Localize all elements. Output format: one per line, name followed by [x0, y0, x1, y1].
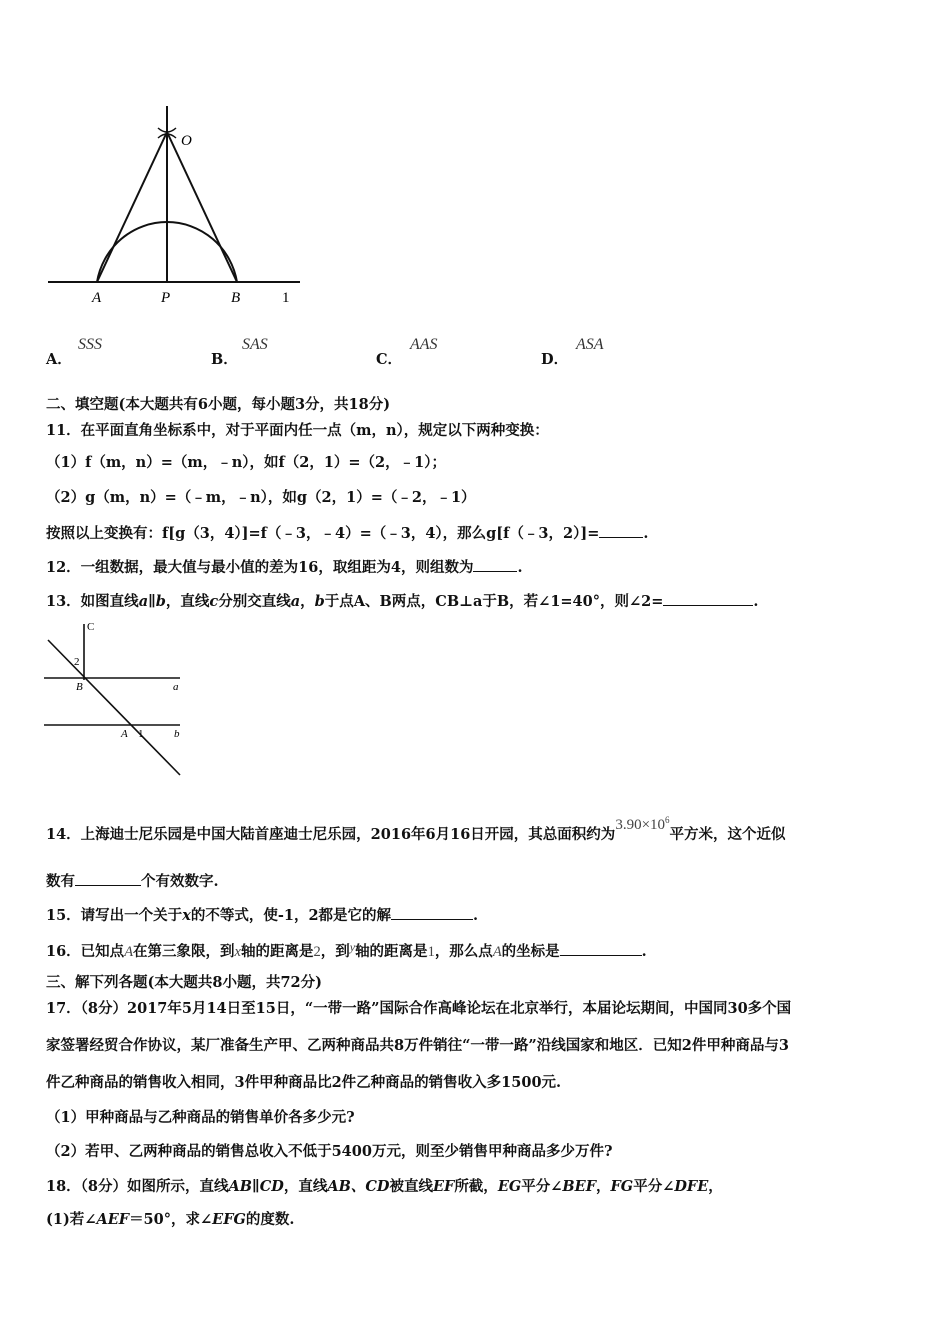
- label-p: P: [161, 290, 171, 306]
- q17-sub2: （2）若甲、乙两种商品的销售总收入不低于5400万元，则至少销售甲种商品多少万件?: [46, 1143, 613, 1160]
- q11-line3: 按照以上变换有：f[g（3，4）]=f（﹣3，﹣4）=（﹣3，4），那么g[f（﹣3，2）]= .: [46, 525, 649, 542]
- label-a: A: [92, 290, 102, 306]
- q11-answer-blank[interactable]: [599, 523, 643, 538]
- option-d-letter[interactable]: D．: [541, 351, 569, 368]
- q18-sub1: (1)若∠AEF＝50°，求∠EFG的度数.: [46, 1211, 295, 1228]
- q11-line3-text: 按照以上变换有：f[g（3，4）]=f（﹣3，﹣4）=（﹣3，4），那么g[f（﹣3，2）]=: [46, 525, 600, 542]
- q12: 12．一组数据，最大值与最小值的差为16，取组距为4，则组数为 .: [46, 559, 523, 576]
- q11-line1: （1）f（m，n）=（m，﹣n），如f（2，1）=（2，﹣1）；: [46, 454, 446, 471]
- q17-line2: 家签署经贸合作协议，某厂准备生产甲、乙两种商品共8万件销往“一带一路”沿线国家和地区．已知2件甲种商品与3: [46, 1037, 789, 1054]
- section-3-title: 三、解下列各题(本大题共8小题，共72分): [46, 974, 322, 991]
- q12-answer-blank[interactable]: [473, 557, 517, 572]
- label-c: C: [87, 621, 95, 633]
- label-b: B: [231, 290, 241, 306]
- q14-line2: 数有 个有效数字.: [46, 873, 219, 890]
- option-a-letter[interactable]: A．: [46, 351, 72, 368]
- option-c-letter[interactable]: C．: [376, 351, 403, 368]
- q17-line3: 件乙种商品的销售收入相同，3件甲种商品比2件乙种商品的销售收入多1500元.: [46, 1074, 562, 1091]
- label-a-point: A: [121, 728, 128, 740]
- label-b-line: b: [174, 728, 180, 740]
- q14-answer-blank[interactable]: [75, 871, 141, 886]
- label-o: O: [181, 133, 192, 149]
- section-2-title: 二、填空题(本大题共有6小题，每小题3分，共18分): [46, 396, 391, 413]
- q17-line1: 17．（8分）2017年5月14日至15日，“一带一路”国际合作高峰论坛在北京举行，本届论坛期间，中国同30多个国: [46, 1000, 792, 1017]
- q16-answer-blank[interactable]: [560, 941, 642, 956]
- q14-number: $3.90\times 10^6$: [615, 815, 670, 833]
- q11-stem: 11．在平面直角坐标系中，对于平面内任一点（m，n），规定以下两种变换：: [46, 422, 549, 439]
- q18-stem: 18．（8分）如图所示，直线AB∥CD，直线AB、CD被直线EF所截，EG平分∠BEF，FG平分∠DFE，: [46, 1178, 723, 1195]
- q11-line2: （2）g（m，n）=（﹣m，﹣n），如g（2，1）=（﹣2，﹣1）: [46, 489, 476, 506]
- option-a-value: SSS: [78, 336, 102, 353]
- geometry-figure-parallel-lines: [40, 618, 190, 780]
- option-d-value: ASA: [576, 336, 604, 353]
- q12-text: 12．一组数据，最大值与最小值的差为16，取组距为4，则组数为: [46, 559, 474, 576]
- q16: 16．已知点A在第三象限，到x轴的距离是2，到$^y$轴的距离是1，那么点A的坐标是 .: [46, 940, 647, 960]
- option-b-letter[interactable]: B．: [211, 351, 238, 368]
- q13-answer-blank[interactable]: [663, 591, 753, 606]
- option-c-value: AAS: [410, 336, 438, 353]
- option-b-value: SAS: [242, 336, 268, 353]
- label-b: B: [76, 681, 83, 693]
- q13: 13．如图直线a∥b，直线c分别交直线a，b于点A、B两点，CB⊥a于B，若∠1=40°，则∠2= .: [46, 593, 759, 610]
- q14-line1: 14．上海迪士尼乐园是中国大陆首座迪士尼乐园，2016年6月16日开园，其总面积约为$3.90\times 10^6$平方米，这个近似: [46, 815, 786, 843]
- label-angle-2: 2: [74, 656, 80, 668]
- label-a-line: a: [173, 681, 179, 693]
- label-line-l: 1: [282, 290, 290, 306]
- q15: 15．请写出一个关于x的不等式，使-1，2都是它的解 .: [46, 907, 479, 924]
- geometry-figure-perpendicular: [40, 100, 310, 310]
- q15-answer-blank[interactable]: [391, 905, 473, 920]
- label-angle-1: 1: [138, 728, 144, 740]
- q17-sub1: （1）甲种商品与乙种商品的销售单价各多少元?: [46, 1109, 355, 1126]
